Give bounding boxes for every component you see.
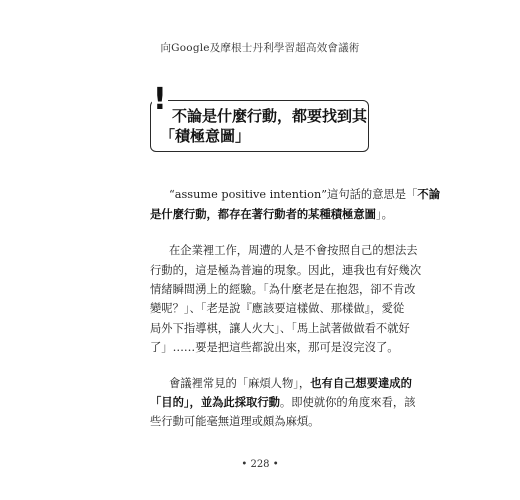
paragraph-2-line-4: 變呢？」、「老是說『應該要這樣做、那樣做』，愛從 — [150, 302, 405, 315]
paragraph-1-line-2 — [150, 208, 393, 222]
paragraph-1-line-1-text: “assume positive intention”這句話的意思是「 — [169, 188, 418, 201]
paragraph-3-line-1-emphasis: 也有自己想要達成的 — [310, 377, 412, 390]
paragraph-3-line-1 — [169, 377, 412, 391]
paragraph-2-line-5: 局外下指導棋，讓人火大」、「馬上試著做做看不就好 — [150, 322, 410, 335]
paragraph-1-line-2-emphasis: 是什麼行動，都存在著行動者的某種積極意圖 — [150, 208, 376, 221]
paragraph-2-line-2: 行動的，這是極為普遍的現象。因此，連我也有好幾次 — [150, 264, 422, 277]
paragraph-3-line-2-emphasis: 「目的」，並為此採取行動 — [150, 396, 280, 409]
paragraph-3-line-1-text: 會議裡常見的「麻煩人物」， — [169, 377, 311, 390]
paragraph-1-line-1 — [169, 188, 440, 202]
section-heading-line-2: 「積極意圖」 — [160, 127, 251, 145]
paragraph-3-line-2-text: 。即使就你的角度來看，該 — [279, 396, 416, 409]
paragraph-1-line-2-text: 」。 — [375, 208, 393, 221]
paragraph-3-line-3: 些行動可能毫無道理或頗為麻煩。 — [150, 415, 320, 428]
exclamation-icon: ! — [153, 82, 167, 117]
section-heading-line-1: 不論是什麼行動，都要找到其 — [172, 107, 368, 125]
running-header: 向Google及摩根士丹利學習超高效會議術 — [160, 42, 360, 54]
page-number: • 228 • — [241, 459, 279, 470]
paragraph-2-line-1: 在企業裡工作，周遭的人是不會按照自己的想法去 — [169, 244, 418, 257]
paragraph-3-line-2 — [150, 396, 416, 410]
paragraph-1-line-1-emphasis: 不論 — [417, 188, 441, 201]
paragraph-2-line-3: 情緒瞬間湧上的經驗。「為什麼老是在抱怨，卻不肯改 — [150, 283, 416, 296]
paragraph-2-line-6: 了」……要是把這些都說出來，那可是沒完沒了。 — [150, 341, 399, 354]
